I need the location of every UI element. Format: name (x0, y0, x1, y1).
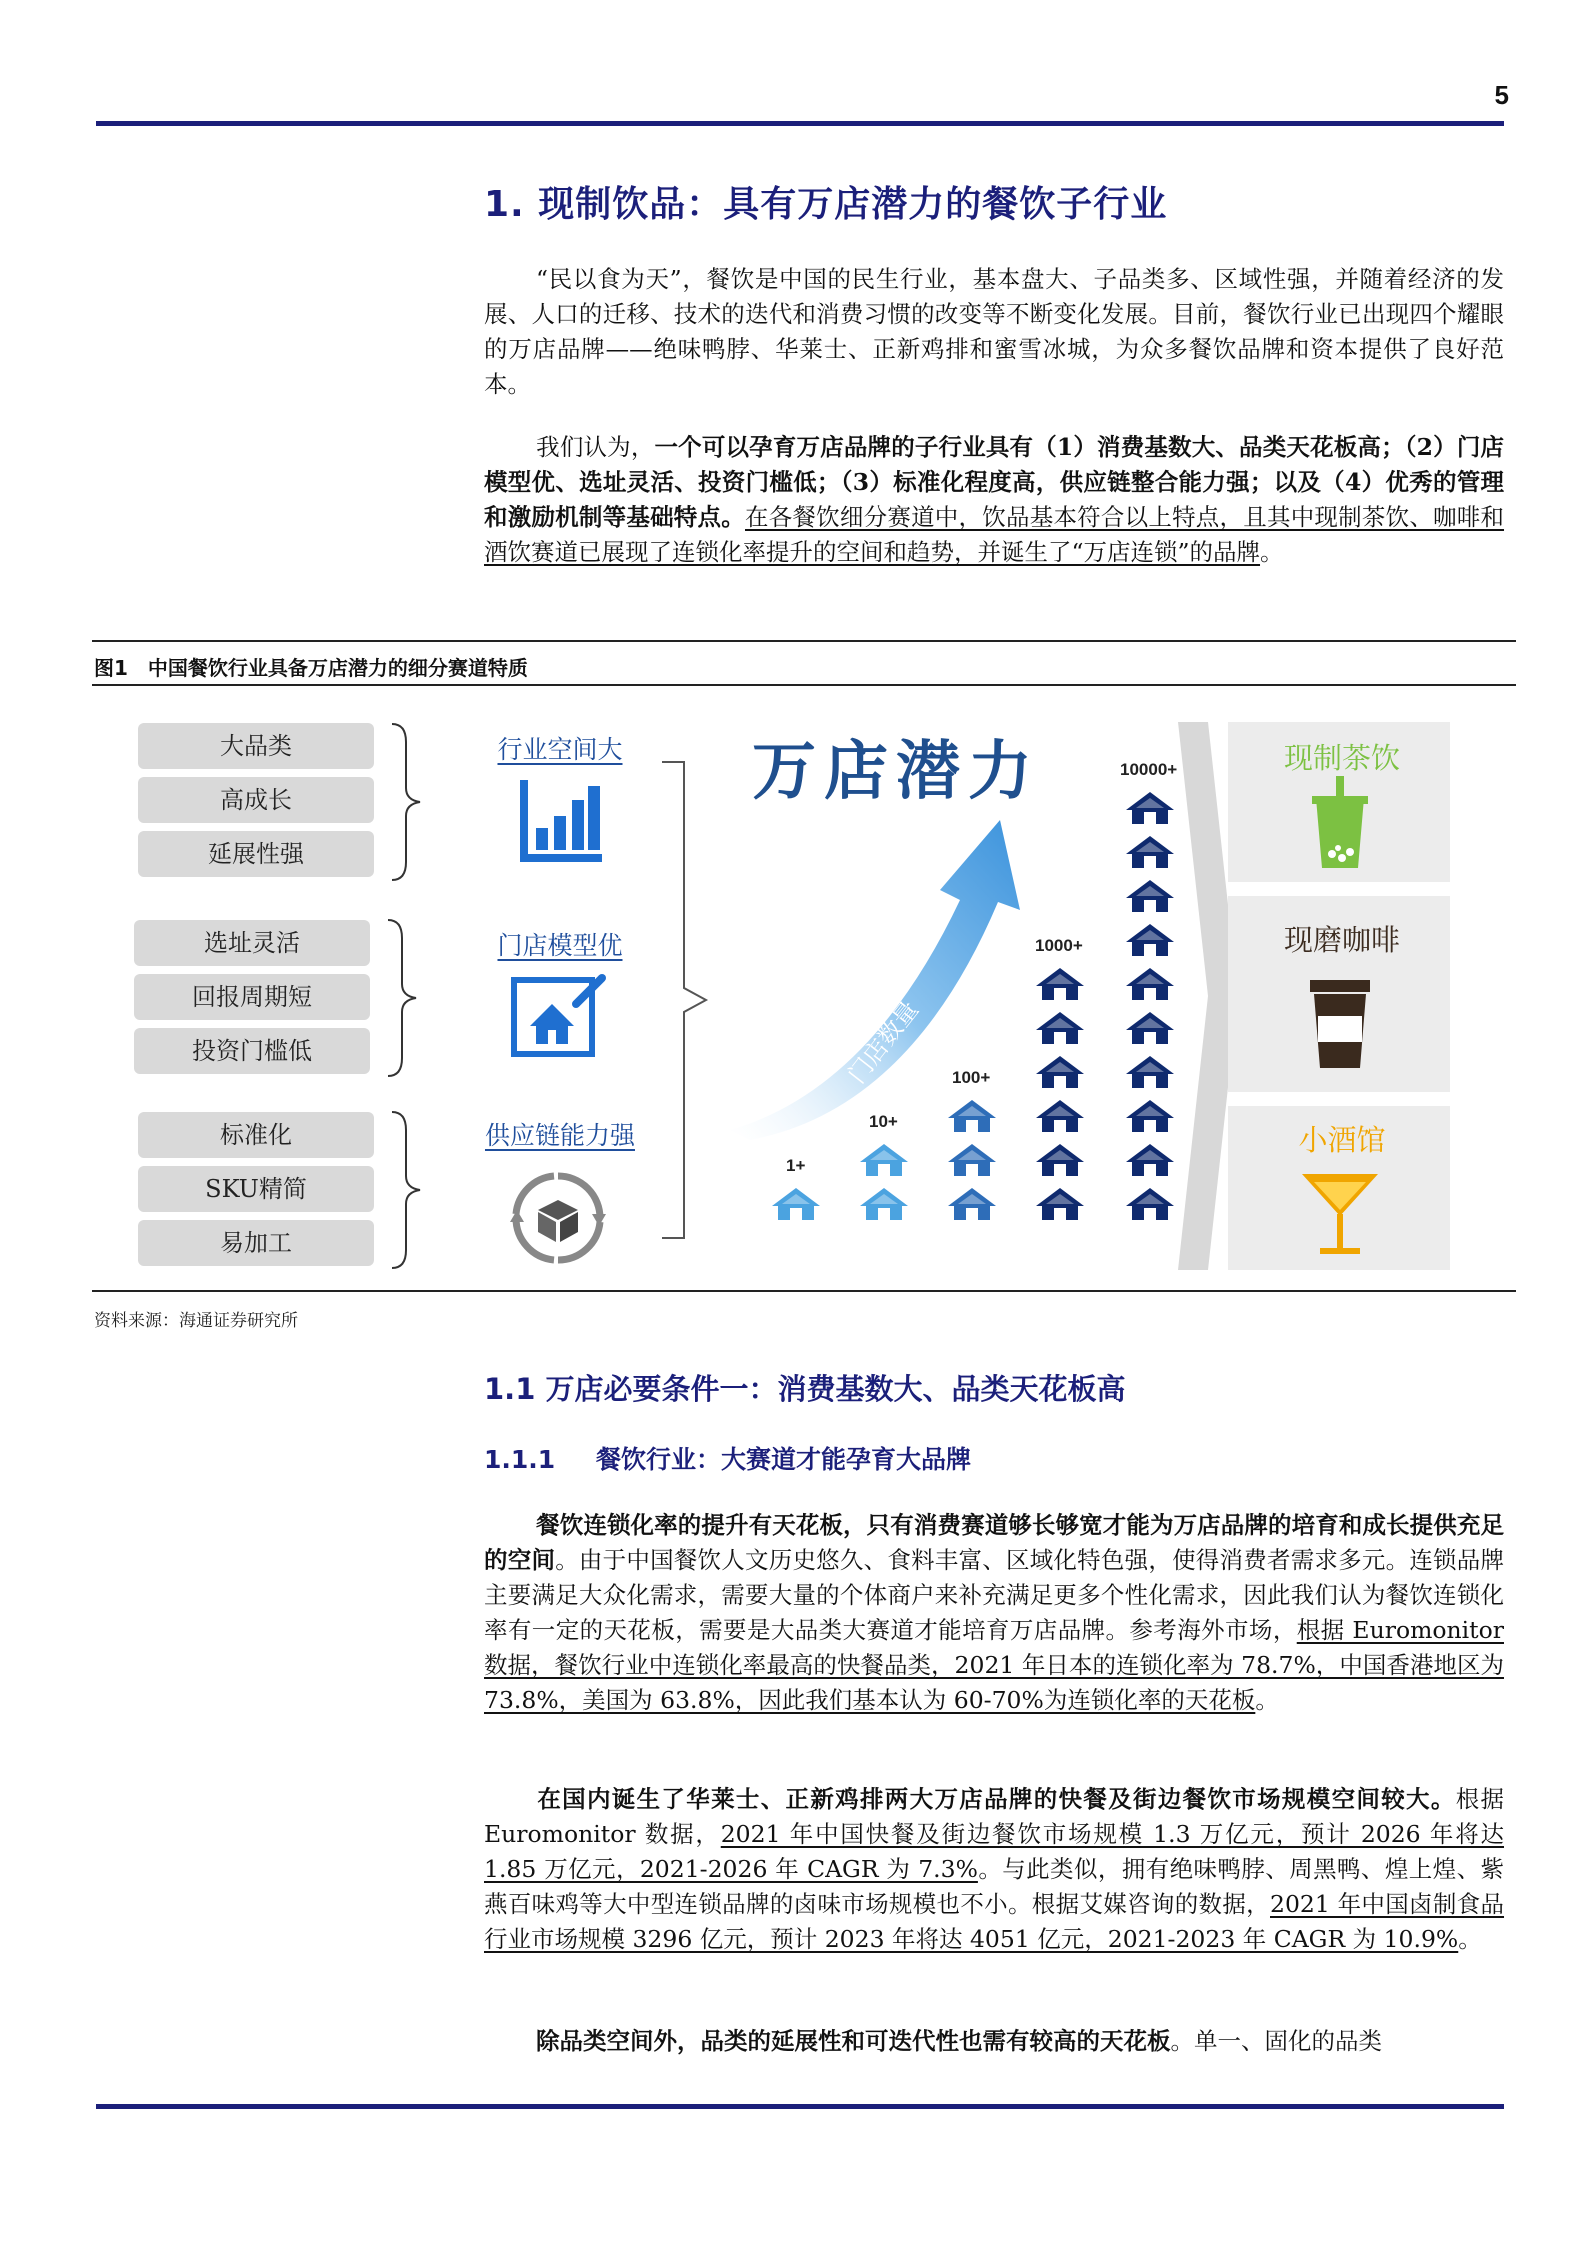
paragraph-5-bold: 除品类空间外，品类的延展性和可迭代性也需有较高的天花板 (536, 2027, 1171, 2055)
growth-arrow-icon (700, 790, 1060, 1140)
paragraph-3-end: 。 (1255, 1686, 1279, 1714)
paragraph-2-bold: 一个可以孕育万店品牌的子行业具有（1）消费基数大、品类天花板高；（2）门店模型优、选址灵活、投资门槛低；（3）标准化程度高，供应链整合能力强；以及（4）优秀的管理和激励机制等基础特点。 (484, 433, 1505, 531)
pill-low-investment: 投资门槛低 (134, 1028, 370, 1074)
house-icon (1124, 1054, 1176, 1090)
subsubsection-text: 餐饮行业：大赛道才能孕育大品牌 (596, 1445, 972, 1474)
brace-group-3 (388, 1110, 428, 1270)
bubble-tea-icon (1310, 776, 1370, 872)
house-icon (946, 1098, 998, 1134)
paragraph-4-mid: 。与此类似，拥有绝味鸭脖、周黑鸭、煌上煌、紫燕百味鸡等大中型连锁品牌的卤味市场规模也不小。根据艾媒咨询的数据， (484, 1855, 1504, 1918)
house-icon (946, 1186, 998, 1222)
coffee-cup-icon (1306, 976, 1374, 1072)
house-icon (946, 1142, 998, 1178)
footer-rule (96, 2104, 1504, 2109)
figure-label: 图1 (94, 656, 128, 680)
category-title-industry-space: 行业空间大 (497, 735, 623, 764)
house-icon (1124, 1010, 1176, 1046)
figure-caption-text: 中国餐饮行业具备万店潜力的细分赛道特质 (147, 656, 528, 680)
house-icon (1124, 922, 1176, 958)
paragraph-3 (484, 1508, 1504, 1718)
house-icon (858, 1142, 910, 1178)
house-icon (858, 1186, 910, 1222)
store-count-label: 100+ (952, 1068, 991, 1087)
store-count-label: 1+ (786, 1156, 806, 1175)
supply-cycle-icon (506, 1166, 610, 1270)
figure-source: 资料来源：海通证券研究所 (94, 1311, 298, 1331)
house-icon (1034, 1054, 1086, 1090)
arrow-label: 门店数量 (842, 995, 924, 1089)
store-count-label: 10+ (869, 1112, 898, 1131)
section-title: 1. 现制饮品：具有万店潜力的餐饮子行业 (484, 184, 1168, 225)
subsubsection-title (484, 1440, 971, 1476)
paragraph-2 (484, 430, 1504, 570)
segment-label-tea: 现制茶饮 (1283, 741, 1400, 775)
bar-chart-icon (518, 778, 604, 864)
paragraph-3-bold: 餐饮连锁化率的提升有天花板，只有消费赛道够长够宽才能为万店品牌的培育和成长提供充足的空间 (484, 1511, 1504, 1574)
paragraph-4-underlined-1: 2021 年中国快餐及街边餐饮市场规模 1.3 万亿元，预计 2026 年将达 1.85 万亿元，2021-2026 年 CAGR 为 7.3% (484, 1820, 1504, 1883)
paragraph-1-text: “民以食为天”，餐饮是中国的民生行业，基本盘大、子品类多、区域性强，并随着经济的发展、人口的迁移、技术的迭代和消费习惯的改变等不断变化发展。目前，餐饮行业已出现四个耀眼的万店品牌——绝味鸭脖、华莱士、正新鸡排和蜜雪冰城，为众多餐饮品牌和资本提供了良好范本。 (484, 265, 1504, 398)
header-rule (96, 121, 1504, 126)
headline-10k-potential: 万店潜力 (752, 734, 1040, 809)
house-icon (1124, 834, 1176, 870)
paragraph-3-mid: 。由于中国餐饮人文历史悠久、食料丰富、区域化特色强，使得消费者需求多元。连锁品牌主要满足大众化需求，需要大量的个体商户来补充满足更多个性化需求，因此我们认为餐饮连锁化率有一定的天花板，需要是大品类大赛道才能培育万店品牌。参考海外市场， (484, 1546, 1505, 1644)
category-title-supply-chain: 供应链能力强 (484, 1121, 635, 1150)
page-number: 5 (1494, 80, 1509, 110)
paragraph-4-bold: 在国内诞生了华莱士、正新鸡排两大万店品牌的快餐及街边餐饮市场规模空间较大。 (536, 1785, 1456, 1813)
paragraph-3-underlined: 根据 Euromonitor 数据，餐饮行业中连锁化率最高的快餐品类，2021 年日本的连锁化率为 78.7%，中国香港地区为 73.8%，美国为 63.8%，因此我们基本认为 60-70%为连锁化率的天花板 (484, 1616, 1504, 1714)
store-blueprint-icon (510, 970, 610, 1060)
store-count-label: 10000+ (1120, 760, 1178, 779)
pill-flexible-site: 选址灵活 (134, 920, 370, 966)
pill-high-growth: 高成长 (138, 777, 374, 823)
house-icon (1124, 1186, 1176, 1222)
paragraph-2-lead: 我们认为， (536, 433, 655, 461)
house-icon (770, 1186, 822, 1222)
pill-extensibility: 延展性强 (138, 831, 374, 877)
figure-caption (94, 652, 548, 681)
segment-label-coffee: 现磨咖啡 (1283, 923, 1400, 957)
house-icon (1124, 878, 1176, 914)
subsection-title: 1.1 万店必要条件一：消费基数大、品类天花板高 (484, 1372, 1126, 1406)
paragraph-4-end: 。 (1458, 1925, 1482, 1953)
paragraph-5-rest: 。单一、固化的品类 (1170, 2027, 1382, 2055)
pill-standardization: 标准化 (138, 1112, 374, 1158)
subsubsection-number: 1.1.1 (484, 1445, 556, 1474)
house-icon (1034, 1098, 1086, 1134)
paragraph-5 (484, 2024, 1504, 2059)
house-icon (1034, 1186, 1086, 1222)
house-icon (1034, 1142, 1086, 1178)
cocktail-icon (1300, 1168, 1380, 1260)
pill-sku-lean: SKU精简 (138, 1166, 374, 1212)
pill-easy-processing: 易加工 (138, 1220, 374, 1266)
paragraph-4 (484, 1782, 1504, 1957)
house-icon (1124, 1142, 1176, 1178)
category-title-store-model: 门店模型优 (497, 931, 623, 960)
brace-group-1 (388, 722, 428, 882)
house-icon (1034, 966, 1086, 1002)
segment-label-bar: 小酒馆 (1298, 1123, 1386, 1157)
pill-short-payback: 回报周期短 (134, 974, 370, 1020)
figure-top-rule (92, 640, 1516, 642)
store-count-label: 1000+ (1035, 936, 1083, 955)
paragraph-4-underlined-2: 2021 年中国卤制食品行业市场规模 3296 亿元，预计 2023 年将达 4051 亿元，2021-2023 年 CAGR 为 10.9% (484, 1890, 1505, 1953)
paragraph-1 (484, 262, 1504, 402)
brace-group-2 (384, 918, 424, 1078)
paragraph-4-lead: 根据 Euromonitor 数据， (484, 1785, 1505, 1848)
figure-bottom-rule (92, 1290, 1516, 1292)
house-icon (1034, 1010, 1086, 1046)
house-icon (1124, 1098, 1176, 1134)
paragraph-2-end: 。 (1260, 538, 1284, 566)
house-icon (1124, 790, 1176, 826)
figure-caption-rule (92, 684, 1516, 686)
house-icon (1124, 966, 1176, 1002)
pill-big-category: 大品类 (138, 723, 374, 769)
paragraph-2-underlined: 在各餐饮细分赛道中，饮品基本符合以上特点，且其中现制茶饮、咖啡和酒饮赛道已展现了连锁化率提升的空间和趋势，并诞生了“万店连锁”的品牌 (484, 503, 1505, 566)
